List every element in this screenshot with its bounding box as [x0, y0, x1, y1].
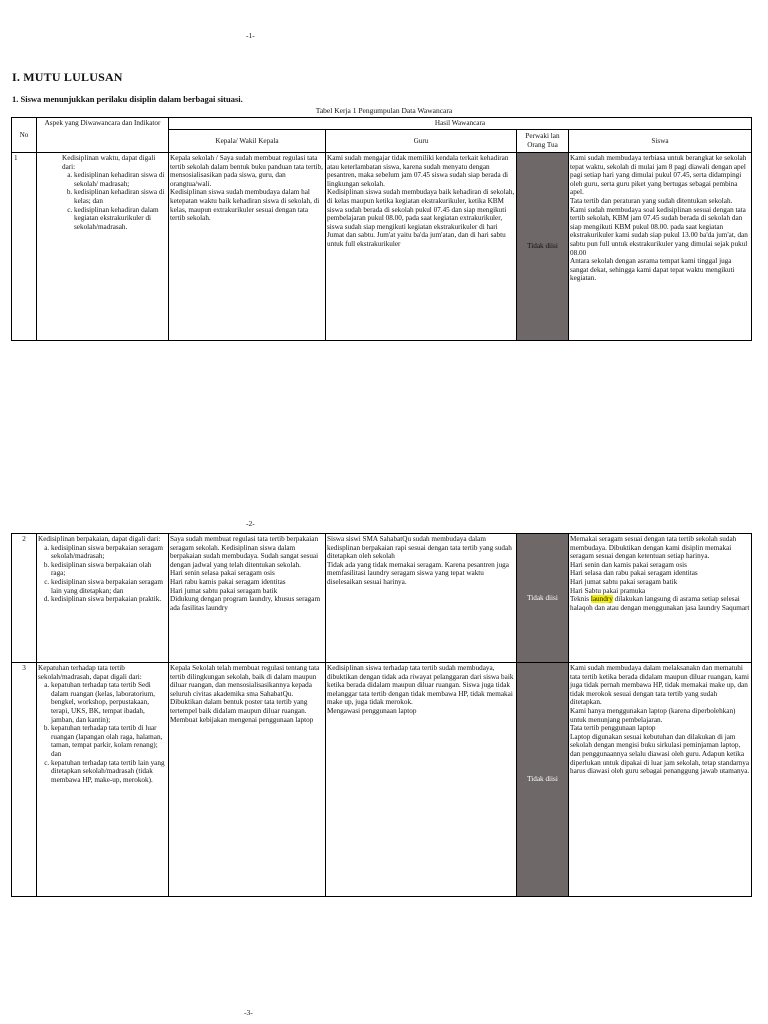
highlighted-word: laundry — [590, 595, 613, 604]
table-row — [12, 534, 752, 663]
aspek-item: c. kedisiplinan siswa berpakaian seragam lain yang ditetapkan; dan — [51, 578, 167, 595]
interview-table-page1 — [11, 117, 752, 341]
aspek-item: b. kepatuhan terhadap tata tertib di luar ruangan (lapangan olah raga, halaman, taman, tempat parkir, kolam renang); dan — [51, 724, 167, 758]
interview-table-page2 — [11, 533, 752, 897]
aspek-title: Kedisiplinan waktu, dapat digali dari: — [62, 154, 156, 171]
aspek-item: a. kedisiplinan kehadiran siswa di sekolah/ madrasah; — [74, 171, 167, 188]
page-number-1: -1- — [246, 31, 255, 40]
perwakilan-answer: Tidak diisi — [517, 534, 569, 663]
siswa-text-post: dilakukan langsung di asrama setiap selesai halaqoh dan atau dengan menggunakan jasa laundry Saqumart — [570, 595, 750, 612]
table-caption: Tabel Kerja 1 Pengumpulan Data Wawancara — [315, 106, 453, 115]
section-heading: I. MUTU LULUSAN — [12, 70, 123, 84]
page-number-3: -3- — [244, 1008, 253, 1017]
perwakilan-answer: Tidak diisi — [517, 153, 569, 341]
guru-answer: Siswa siswi SMA SahabatQu sudah membudaya dalam kedisplinan berpakaian rapi sesuai dengan tata tertib yang sudah ditetapkan oleh sekolah Tidak ada yang tidak memakai seragam. Karena pesantren juga memfasilitasi laundry seragam siswa yang tepat waktu diselesaikan sesuai harinya. — [326, 534, 517, 663]
guru-answer: Kedisiplinan siswa terhadap tata tertib sudah membudaya, dibuktikan dengan tidak ada riwayat pelanggaran dari siswa baik ketika berada didalam maupun diluar ruangan. Siswa juga tidak melanggar tata tertib dengan tidak membawa HP, tidak memakai make up, juga tidak merokok. Mengawasi penggunaan laptop — [326, 663, 517, 897]
header-guru: Guru — [326, 130, 517, 153]
aspek-cell — [37, 153, 169, 341]
siswa-answer: Kami sudah membudaya terbiasa untuk berangkat ke sekolah tepat waktu, sekolah di mulai jam 8 pagi diawali dengan apel pagi setiap hari yang dimulai pukul 07.45, serta didampingi oleh guru, serta guru piket yang bertugas sebagai pembina apel. Tata tertib dan peraturan yang sudah ditentukan sekolah. Kami sudah membudaya soal kedisiplinan sesuai dengan tata tertib sekolah, KBM jam 07.45 sudah berada di sekolah dan siap mengikuti KBM pukul 08.00. pada saat kegiatan ekstrakurikuler kami sudah siap pukul 13.00 ba'da jum'at, dan sabtu pun full untuk ekstrakurikuler yang dimulai sejak pukul 08.00 Antara sekolah dengan asrama tempat kami tinggal juga sangat dekat, sehingga kami dapat tepat waktu mengikuti kegiatan. — [569, 153, 752, 341]
header-aspek: Aspek yang Diwawancara dan Indikator — [37, 118, 169, 153]
siswa-answer: Kami sudah membudaya dalam melaksanakn dan mematuhi tata tertib ketika berada didalam maupun diluar ruangan, kami juga tidak pernah membawa HP, tidak memakai make up, dan tidak merokok sesuai dengan tata tertib yang sudah ditetapkan. Kami hanya menggunakan laptop (karena diperbolehkan) untuk menunjang pembelajaran. Tata tertib penggunaan laptop Laptop digunakan sesuai kebutuhan dan dilakukan di jam sekolah dengan mengisi buku sirkulasi peminjaman laptop, dan penggunaannya selalu diawasi oleh guru. Adapun ketika diperlukan untuk dipakai di luar jam sekolah, tetap standarnya harus diawasi oleh guru sebagai penanggung jawab utamanya. — [569, 663, 752, 897]
aspek-item: a. kedisiplinan siswa berpakaian seragam sekolah/madrasah; — [51, 544, 167, 561]
header-hasil: Hasil Wawancara — [169, 118, 752, 130]
aspek-item: b. kedisiplinan kehadiran siswa di kelas; dan — [74, 188, 167, 205]
guru-answer: Kami sudah mengajar tidak memiliki kendala terkait kehadiran atau keterlambatan siswa, karena sudah menyatu dengan pesantren, maka sebelum jam 07.45 siswa sudah siap berada di lingkungan sekolah. Kedisiplinan siswa sudah membudaya baik kehadiran di sekolah, di kelas maupun ketika kegiatan ekstrakurikuler, ketika KBM siswa sudah berada di sekolah pukul 07.45 dan siap mengikuti pembelajaran pukul 08.00, pada saat kegiatan extrakurikuler, siswa sudah siap mengikuti kegiatan ekstrakurikuler di hari Jumat dan sabtu. Jum'at yaitu ba'da jum'atan, dan di hari sabtu untuk full ekstrakurikuler — [326, 153, 517, 341]
header-siswa: Siswa — [569, 130, 752, 153]
table-row — [12, 663, 752, 897]
siswa-text-pre: Memakai seragam sesuai dengan tata tertib sekolah sudah membudaya. Dibuktikan dengan kami disiplin memakai seragam sesuai dengan ketentuan setiap harinya. Hari senin dan kamis pakai seragam osis Hari selasa dan rabu pakai seragam identitas Hari jumat sabtu pakai seragam batik Hari Sabtu pakai pramuka Teknis — [570, 535, 737, 604]
perwakilan-answer: Tidak diisi — [517, 663, 569, 897]
aspek-title: Kedisiplinan berpakaian, dapat digali dari: — [38, 535, 161, 543]
aspek-cell — [37, 534, 169, 663]
kepala-answer: Kepala sekolah / Saya sudah membuat regulasi tata tertib sekolah dalam bentuk buku panduan tata tertib, mensosialisasikan pada siswa, guru, dan orangtua/wali. Kedisiplinan siswa sudah membudaya dalam hal ketepatan waktu baik kehadiran siswa di sekolah, di kelas, maupun extrakurikuler sesuai dengan tata tertib sekolah. — [169, 153, 326, 341]
siswa-answer — [569, 534, 752, 663]
kepala-answer: Kepala Sekolah telah membuat regulasi tentang tata tertib dilingkungan sekolah, baik di dalam maupun diluar ruangan, dan mensosialisasikannya kepada seluruh civitas akademika sma SahabatQu. Dibuktikan dalam bentuk poster tata tertib yang tertempel baik didalam maupun diluar ruangan. Membuat kebijakan mengenai penggunaan laptop — [169, 663, 326, 897]
section-subheading: 1. Siswa menunjukkan perilaku disiplin dalam berbagai situasi. — [12, 94, 243, 104]
aspek-item: b. kedisiplinan siswa berpakaian olah raga; — [51, 561, 167, 578]
aspek-cell — [37, 663, 169, 897]
table-row — [12, 153, 752, 341]
aspek-title: Kepatuhan terhadap tata tertib sekolah/madrasah, dapat digali dari: — [38, 664, 142, 681]
kepala-answer: Saya sudah membuat regulasi tata tertib berpakaian seragam sekolah. Kedisiplinan siswa dalam berpakaian sudah membudaya. Sudah sangat sesuai dengan jadwal yang telah ditentukan sekolah. Hari senin selasa pakai seragam osis Hari rabu kamis pakai seragam identitas Hari jumat sabtu pakai seragam batik Didukung dengan program laundry, khusus seragam ada fasilitas laundry — [169, 534, 326, 663]
aspek-item: d. kedisiplinan siswa berpakaian praktik. — [51, 595, 167, 604]
header-no: No — [12, 118, 37, 153]
row-number: 3 — [12, 663, 37, 897]
aspek-item: c. kedisiplinan kehadiran dalam kegiatan ekstrakurikuler di sekolah/madrasah. — [74, 206, 167, 232]
row-number: 2 — [12, 534, 37, 663]
page-number-2: -2- — [246, 519, 255, 528]
row-number: 1 — [12, 153, 37, 341]
aspek-item: a. kepatuhan terhadap tata tertib Sedi dalam ruangan (kelas, laboratorium, bengkel, workshop, perpustakaan, terapi, UKS, BK, tempat ibadah, jamban, dan kantin); — [51, 681, 167, 724]
header-perwakilan: Perwaki lan Orang Tua — [517, 130, 569, 153]
header-kepala: Kepala/ Wakil Kepala — [169, 130, 326, 153]
aspek-item: c. kepatuhan terhadap tata tertib lain yang ditetapkan sekolah/madrasah (tidak membawa HP, make-up, merokok). — [51, 759, 167, 785]
